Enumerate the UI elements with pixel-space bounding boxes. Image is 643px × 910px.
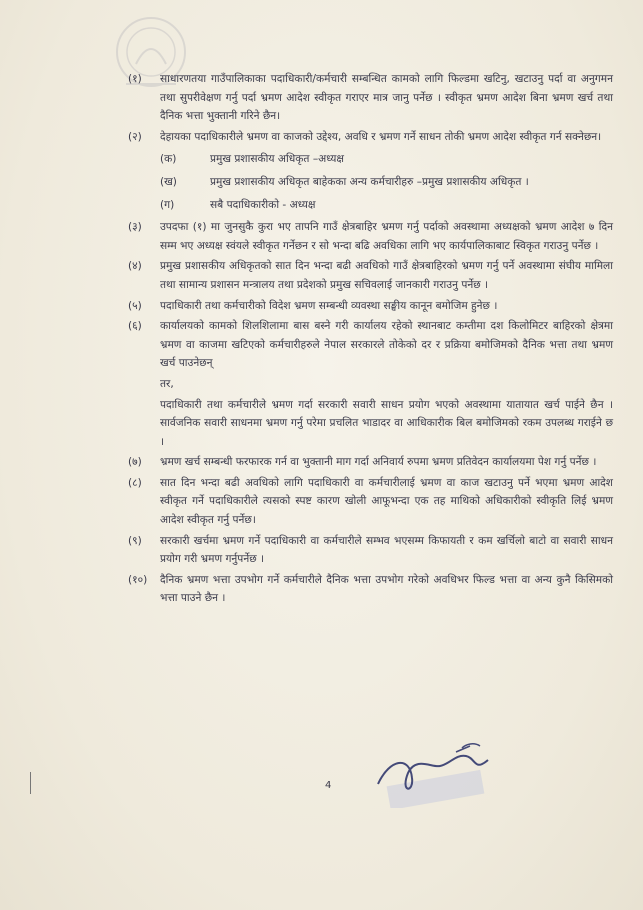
sub-clause-text: प्रमुख प्रशासकीय अधिकृत –अध्यक्ष (210, 153, 344, 166)
clause-number: (३) (128, 221, 142, 234)
clause-8 (128, 474, 613, 530)
clause-2 (128, 128, 613, 147)
clause-3 (128, 218, 613, 255)
sub-clause-ka (160, 150, 613, 169)
clause-text: प्रमुख प्रशासकीय अधिकृतको सात दिन भन्दा बढी अवधिको गाउँ क्षेत्रबाहिरको भ्रमण गर्नु पर्ने अवस्थामा संघीय मामिला तथा सामान्य प्रशासन मन्त्रालय तथा प्रदेशको प्रमुख सचिवलाई जानकारी गराउनु पर्नेछ । (160, 260, 613, 291)
clause-number: (२) (128, 130, 142, 143)
clause-text: दैनिक भ्रमण भत्ता उपभोग गर्ने कर्मचारीले दैनिक भत्ता उपभोग गरेको अवधिभर फिल्ड भत्ता वा अन्य कुनै किसिमको भत्ता पाउने छैन । (160, 573, 613, 605)
clause-number: (६) (128, 320, 142, 333)
clause-number: (१) (128, 73, 142, 85)
clause-text: सरकारी खर्चमा भ्रमण गर्ने पदाधिकारी वा कर्मचारीले सम्भव भएसम्म किफायती र कम खर्चिलो बाटो वा सवारी साधन प्रयोग गरी भ्रमण गर्नुपर्नेछ । (160, 534, 613, 566)
sub-clause-list (128, 150, 613, 214)
clause-number: (५) (128, 299, 142, 312)
clause-text: पदाधिकारी तथा कर्मचारीको विदेश भ्रमण सम्बन्धी व्यवस्था सङ्घीय कानून बमोजिम हुनेछ । (160, 299, 498, 312)
sub-clause-number: (क) (160, 153, 177, 166)
clause-7 (128, 453, 613, 472)
clause-text: उपदफा (१) मा जुनसुकै कुरा भए तापनि गाउँ क्षेत्रबाहिर भ्रमण गर्नु पर्दाको अवस्थामा अध्यक्षको भ्रमण आदेश ७ दिन सम्म भए अध्यक्ष स्वंयले स्वीकृत गर्नेछन र सो भन्दा बढि अवधिका लागि भए कार्यपालिकाबाट स्विकृत गराउनु पर्नेछ । (160, 221, 613, 252)
page-number: 4 (325, 780, 332, 791)
clause-text: कार्यालयको कामको शिलशिलामा बास बस्ने गरी कार्यालय रहेको स्थानबाट कम्तीमा दश किलोमिटर बाहिरको क्षेत्रमा भ्रमण वा काजमा खटिएको कर्मचारीहरुले नेपाल सरकारले तोकेको दर र प्रक्रिया बमोजिमको दैनिक भत्ता तथा भ्रमण खर्च पाउनेछन् (160, 320, 613, 370)
clause-text: सात दिन भन्दा बढी अवधिको लागि पदाधिकारी वा कर्मचारीलाई भ्रमण वा काज खटाउनु पर्ने भएमा भ्रमण आदेश स्वीकृत गर्ने पदाधिकारीले त्यसको स्पष्ट कारण खोली आफूभन्दा एक तह माथिको अधिकारीको स्वीकृति लिई भ्रमण आदेश स्वीकृत गर्नु पर्नेछ। (160, 476, 613, 527)
sub-clause-ga (160, 196, 613, 215)
sub-clause-kha (160, 173, 613, 192)
clause-4 (128, 257, 613, 294)
sub-clause-number: (ग) (160, 198, 175, 211)
clause-6 (128, 317, 613, 373)
sub-clause-number: (ख) (160, 175, 177, 188)
proviso-label: तर, (160, 377, 174, 390)
clause-text: साधारणतया गाउँपालिकाका पदाधिकारी/कर्मचारी सम्बन्धित कामको लागि फिल्डमा खटिनु, खटाउनु पर्दा वा अनुगमन तथा सुपरीवेक्षण गर्नु पर्दा भ्रमण आदेश स्वीकृत गराएर मात्र जानु पर्नेछ । स्वीकृत भ्रमण आदेश बिना भ्रमण खर्च तथा दैनिक भत्ता भुक्तानी गरिने छैन। (160, 73, 613, 123)
margin-mark (30, 772, 31, 794)
sub-clause-text: प्रमुख प्रशासकीय अधिकृत बाहेकका अन्य कर्मचारीहरु –प्रमुख प्रशासकीय अधिकृत । (210, 175, 529, 188)
sub-clause-text: सबै पदाधिकारीको - अध्यक्ष (210, 198, 316, 211)
clause-number: (९) (128, 534, 142, 547)
proviso-text: पदाधिकारी तथा कर्मचारीले भ्रमण गर्दा सरकारी सवारी साधन प्रयोग भएको अवस्थामा यातायात खर्च पाईने छैन । सार्वजनिक सवारी साधनमा भ्रमण गर्नु परेमा प्रचलित भाडादर वा आधिकारीक बिल बमोजिमको रकम उपलब्ध गराईने छ । (160, 398, 613, 448)
document-body (128, 70, 613, 610)
clause-9 (128, 532, 613, 569)
clause-number: (४) (128, 260, 142, 273)
clause-text: देहायका पदाधिकारीले भ्रमण वा काजको उद्देश्य, अवधि र भ्रमण गर्ने साधन तोकी भ्रमण आदेश स्वीकृत गर्न सक्नेछन। (160, 130, 602, 143)
clause-text: भ्रमण खर्च सम्बन्धी फरफारक गर्न वा भुक्तानी माग गर्दा अनिवार्य रुपमा भ्रमण प्रतिवेदन कार्यालयमा पेश गर्नु पर्नेछ । (160, 456, 597, 469)
clause-5 (128, 297, 613, 316)
clause-number: (८) (128, 476, 142, 489)
clause-10 (128, 571, 613, 608)
clause-number: (७) (128, 456, 142, 469)
signature-icon (370, 738, 500, 808)
clause-1 (128, 70, 613, 126)
clause-number: (१०) (128, 573, 148, 586)
